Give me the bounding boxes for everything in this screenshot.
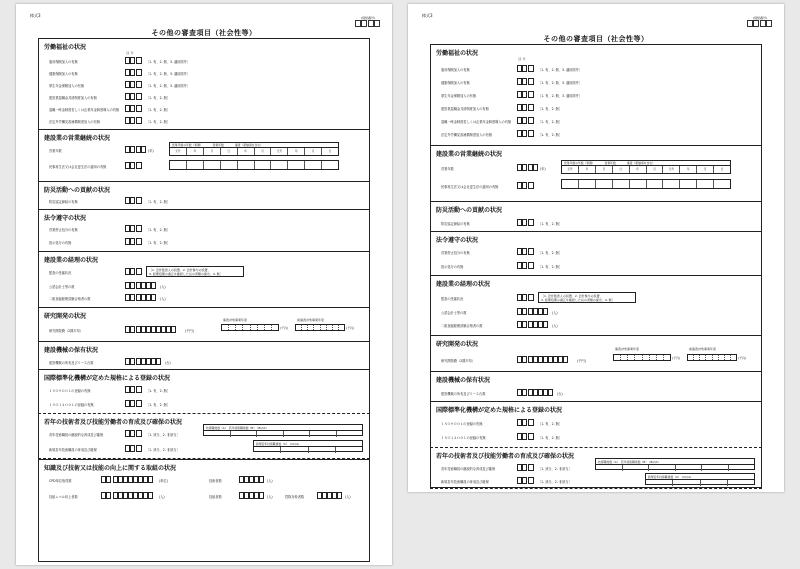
serial-number-boxes[interactable] <box>354 20 380 27</box>
code-box <box>517 477 527 484</box>
row-note: ［1. 有、2. 無］ <box>538 107 563 111</box>
code-box <box>517 419 527 426</box>
form-row <box>49 197 365 205</box>
code-box <box>125 400 135 407</box>
row-label: 新規若年技術職員の育成及び確保 <box>49 448 97 452</box>
number-box[interactable] <box>136 326 176 333</box>
code-box <box>125 81 135 88</box>
grid-unit: (千円) <box>346 326 355 330</box>
row-note: ［1. 有、2. 無、3. 適用除外］ <box>538 81 583 85</box>
row-note: ［1. 有、2. 無］ <box>538 265 563 269</box>
row-note: ［1. 有、2. 無］ <box>146 120 171 124</box>
row-unit: (人) <box>159 495 165 499</box>
section-legal-compliance <box>39 209 369 251</box>
number-box[interactable] <box>528 164 538 171</box>
row-label: 公認会計士等の数 <box>441 311 467 315</box>
section-title: 若年の技術者及び技能労働者の育成及び確保の状況 <box>436 453 575 460</box>
code-box <box>517 164 527 171</box>
code-box <box>125 282 135 289</box>
form-row <box>49 294 365 302</box>
form-row <box>49 93 365 101</box>
section-iso <box>39 369 369 413</box>
value-box[interactable] <box>136 400 142 407</box>
form-frame <box>430 44 762 488</box>
row-note: ［1. 有、2. 無］ <box>538 422 563 426</box>
value-box[interactable] <box>528 117 534 124</box>
row-unit: (人) <box>552 324 558 328</box>
section-research <box>39 307 369 341</box>
form-row <box>441 419 757 427</box>
row-label: 防災協定締結の有無 <box>441 222 470 226</box>
number-box[interactable] <box>136 294 156 301</box>
value-box[interactable] <box>528 130 534 137</box>
research-previous-year-grid[interactable] <box>295 324 345 331</box>
code-box <box>125 225 135 232</box>
row-label: 法定外労働災害補償制度加入の有無 <box>49 120 100 124</box>
grid-cells: 元号 年 月 日 年 月 元号 年 月 日 <box>562 166 730 173</box>
number-box[interactable] <box>528 356 568 363</box>
form-row <box>441 117 757 125</box>
code-box <box>125 358 135 365</box>
row-label: 雇用保険加入の有無 <box>441 68 470 72</box>
form-row <box>49 358 365 366</box>
value-box[interactable] <box>528 78 534 85</box>
serial-number-label: (別紙番号) <box>752 16 768 20</box>
document-title: その他の審査項目（社会性等） <box>543 35 649 43</box>
row-label: 営業年数 <box>49 149 62 153</box>
code-box <box>517 321 527 328</box>
value-box[interactable] <box>136 386 142 393</box>
number-box[interactable] <box>528 321 548 328</box>
form-row <box>441 308 757 316</box>
form-row <box>49 238 365 246</box>
row-note: ［1. 有、2. 無］ <box>146 241 171 245</box>
row-label: 技能レベル向上者数 <box>49 495 78 499</box>
value-box[interactable] <box>528 477 534 484</box>
code-box <box>125 238 135 245</box>
form-id: 様式3 <box>422 13 433 18</box>
number-box[interactable] <box>136 146 146 153</box>
form-row <box>49 268 365 276</box>
number-box[interactable] <box>239 492 264 499</box>
row-label: 建設機械の所有及びリース台数 <box>441 392 486 396</box>
code-box <box>125 386 135 393</box>
code-box <box>517 248 527 255</box>
code-box <box>517 294 527 301</box>
row-label: 防災協定締結の有無 <box>49 200 78 204</box>
form-row <box>49 400 365 408</box>
section-title: 国際標準化機構が定めた規格による登録の状況 <box>44 375 171 382</box>
value-box[interactable] <box>528 104 534 111</box>
table-header: 技術職員数（A） 若年技術職員数（B） (B)/(A) <box>204 425 362 431</box>
form-row <box>49 105 365 113</box>
row-label: 営業停止処分の有無 <box>441 251 470 255</box>
code-box <box>125 162 135 169</box>
code-box <box>125 105 135 112</box>
row-unit: (年) <box>540 167 546 171</box>
value-box[interactable] <box>136 225 142 232</box>
row-label: 二級登録経理試験合格者の数 <box>49 297 91 301</box>
serial-number-boxes[interactable] <box>746 20 772 27</box>
row-label: ＩＳＯ１４００１の登録の有無 <box>49 403 94 407</box>
value-box[interactable] <box>528 248 534 255</box>
row-label: 民事再生法又は会社更生法の適用の有無 <box>49 165 107 169</box>
section-accounting <box>431 275 761 335</box>
grid-unit: (千円) <box>280 326 289 330</box>
number-box[interactable] <box>239 476 264 483</box>
code-box <box>125 294 135 301</box>
row-unit: (千円) <box>185 329 194 333</box>
audit-options-note: ［1. 会計監査人の設置、2. 会計参与の設置、 3. 経理処理の適正を確認した旨の書類の提出、4. 無］ <box>538 292 636 303</box>
code-box <box>517 91 527 98</box>
table-header: 新規若年技術職員数（C） (C)/(A) <box>254 441 362 447</box>
row-label: 若年技術職員の継続的な育成及び確保 <box>441 467 496 471</box>
row-unit: (人) <box>267 495 273 499</box>
value-box[interactable] <box>136 445 142 452</box>
code-box <box>517 182 527 189</box>
grid-cells <box>170 161 338 169</box>
code-box <box>517 130 527 137</box>
section-title: 研究開発の状況 <box>44 313 87 320</box>
audit-options-note: ［1. 会計監査人の設置、2. 会計参与の設置、 3. 経理処理の適正を確認した旨の書類の提出、4. 無］ <box>146 266 244 277</box>
row-unit: (人) <box>160 297 166 301</box>
section-title: 建設業の経理の状況 <box>44 257 99 264</box>
code-box <box>125 326 135 333</box>
number-box[interactable] <box>317 492 342 499</box>
row-label: 指示処分の有無 <box>441 265 464 269</box>
row-label: 控除対象者数 <box>285 495 305 499</box>
value-box[interactable] <box>528 262 534 269</box>
form-row <box>441 78 757 86</box>
form-row <box>49 117 365 125</box>
section-labor-welfare <box>39 39 369 129</box>
row-label: 二級登録経理試験合格者の数 <box>441 324 483 328</box>
research-current-year-grid[interactable] <box>221 324 279 331</box>
grid-cells: 元号 年 月 日 年 月 元号 年 月 日 <box>170 148 338 155</box>
value-box[interactable] <box>136 238 142 245</box>
business-years-grid-2[interactable] <box>561 179 731 189</box>
row-label: 退職一時金制度若しくは企業年金制度導入の有無 <box>441 120 512 124</box>
form-row <box>49 386 365 394</box>
row-label: 法定外労働災害補償制度加入の有無 <box>441 133 492 137</box>
section-title: 研究開発の状況 <box>436 341 479 348</box>
form-row <box>49 282 365 290</box>
row-note: ［1. 有、2. 無］ <box>146 228 171 232</box>
form-row <box>441 321 757 329</box>
value-box[interactable] <box>528 433 534 440</box>
section-title: 建設業の営業継続の状況 <box>44 135 111 142</box>
row-label: ＩＳＯ１４００１の登録の有無 <box>441 436 486 440</box>
code-box <box>517 65 527 72</box>
row-unit: (人) <box>552 311 558 315</box>
grid-unit: (千円) <box>672 356 681 360</box>
row-unit: (単位) <box>159 479 168 483</box>
row-note: ［1. 有、2. 無、3. 適用除外］ <box>146 72 191 76</box>
grid-header: 営業年数の年数（和暦） 営業年数 審査（新継承を含む） <box>170 143 338 148</box>
number-box[interactable] <box>113 476 153 483</box>
row-note: ［1. 有、2. 無、3. 適用除外］ <box>538 68 583 72</box>
value-box[interactable] <box>528 419 534 426</box>
row-note: ［1. 該当、2. 非該当］ <box>146 448 180 452</box>
section-young-workers <box>38 413 370 459</box>
grid-caption: 前審査対象事業年度 <box>689 347 717 351</box>
code-box <box>517 117 527 124</box>
grid-caption: 審査対象事業年度 <box>223 318 248 322</box>
row-label: 技能者数 <box>209 495 222 499</box>
row-unit: (台) <box>557 392 563 396</box>
form-row <box>441 433 757 441</box>
section-young-workers <box>430 447 762 489</box>
section-disaster-prevention <box>431 201 761 231</box>
code-box <box>517 464 527 471</box>
section-business-continuity <box>431 145 761 201</box>
row-unit: (千円) <box>577 359 586 363</box>
form-row <box>441 130 757 138</box>
code-header: 区 分 <box>518 57 526 61</box>
row-label: 研究開発費（2期平均） <box>441 359 475 363</box>
form-row <box>49 476 365 484</box>
value-box[interactable] <box>528 91 534 98</box>
section-title: 知識及び技術又は技能の向上に関する取組の状況 <box>44 465 177 472</box>
grid-unit: (千円) <box>738 356 747 360</box>
form-row <box>441 389 757 397</box>
row-label: 公認会計士等の数 <box>49 285 75 289</box>
row-label: 監査の受審状況 <box>441 297 464 301</box>
table-header: 技術職員数（A） 若年技術職員数（B） (B)/(A) <box>596 459 754 465</box>
row-note: ［1. 有、2. 無、3. 適用除外］ <box>146 60 191 64</box>
code-box <box>517 356 527 363</box>
section-disaster-prevention <box>39 181 369 209</box>
row-label: 退職一時金制度若しくは企業年金制度導入の有無 <box>49 108 120 112</box>
code-box <box>517 219 527 226</box>
form-row <box>441 91 757 99</box>
number-box[interactable] <box>528 308 548 315</box>
form-row <box>441 262 757 270</box>
row-unit: (台) <box>165 361 171 365</box>
form-row <box>49 492 365 500</box>
number-box[interactable] <box>528 389 553 396</box>
form-id: 様式3 <box>30 13 41 18</box>
section-title: 法令遵守の状況 <box>44 215 87 222</box>
row-label: 建設機械の所有及びリース台数 <box>49 361 94 365</box>
table-header: 新規若年技術職員数（C） (C)/(A) <box>646 474 754 480</box>
grid-caption: 審査対象事業年度 <box>615 347 640 351</box>
row-note: ［1. 有、2. 無］ <box>538 222 563 226</box>
row-note: ［1. 有、2. 無］ <box>146 108 171 112</box>
grid-header: 営業年数の年数（和暦） 営業年数 審査（新継承を含む） <box>562 161 730 166</box>
section-title: 防災活動への貢献の状況 <box>44 187 111 194</box>
code-box <box>125 445 135 452</box>
row-note: ［1. 有、2. 無］ <box>538 120 563 124</box>
code-box <box>125 268 135 275</box>
document-title: その他の審査項目（社会性等） <box>151 29 257 37</box>
row-label: ＩＳＯ９００１の登録の有無 <box>441 422 483 426</box>
section-title: 建設機械の保有状況 <box>44 347 99 354</box>
code-box <box>517 78 527 85</box>
section-iso <box>431 401 761 447</box>
section-machinery <box>39 341 369 369</box>
value-box[interactable] <box>528 464 534 471</box>
section-business-continuity <box>39 129 369 181</box>
code-box <box>517 262 527 269</box>
code-box <box>125 117 135 124</box>
grid-cells <box>562 180 730 188</box>
row-note: ［1. 有、2. 無］ <box>146 200 171 204</box>
value-box[interactable] <box>136 105 142 112</box>
row-note: ［1. 該当、2. 非該当］ <box>146 433 180 437</box>
business-years-grid[interactable] <box>561 160 731 174</box>
section-title: 労働福祉の状況 <box>44 44 87 51</box>
value-box[interactable] <box>528 65 534 72</box>
row-note: ［1. 有、2. 無］ <box>538 436 563 440</box>
value-box[interactable] <box>136 93 142 100</box>
code-box <box>125 146 135 153</box>
form-row <box>441 294 757 302</box>
section-title: 若年の技術者及び技能労働者の育成及び確保の状況 <box>44 419 183 426</box>
value-box[interactable] <box>136 268 142 275</box>
code-box <box>125 69 135 76</box>
young-staff-table[interactable] <box>595 458 755 470</box>
value-box[interactable] <box>136 197 142 204</box>
form-row <box>441 104 757 112</box>
code-box <box>125 430 135 437</box>
form-row <box>441 248 757 256</box>
row-label: 民事再生法又は会社更生法の適用の有無 <box>441 185 499 189</box>
value-box[interactable] <box>136 430 142 437</box>
row-label: 技術者数 <box>209 479 222 483</box>
section-accounting <box>39 251 369 307</box>
section-legal-compliance <box>431 231 761 275</box>
row-label: 指示処分の有無 <box>49 241 72 245</box>
row-label: 健康保険加入の有無 <box>49 72 78 76</box>
new-young-staff-table[interactable] <box>253 440 363 452</box>
row-label: 監査の受審状況 <box>49 271 72 275</box>
value-box[interactable] <box>136 57 142 64</box>
row-label: 厚生年金保険加入の有無 <box>49 84 85 88</box>
form-row <box>49 225 365 233</box>
value-box[interactable] <box>528 219 534 226</box>
section-title: 防災活動への貢献の状況 <box>436 207 503 214</box>
row-label: 新規若年技術職員の育成及び確保 <box>441 480 489 484</box>
section-research <box>431 335 761 371</box>
code-box <box>125 57 135 64</box>
section-title: 建設機械の保有状況 <box>436 377 491 384</box>
code-box <box>517 433 527 440</box>
section-title: 国際標準化機構が定めた規格による登録の状況 <box>436 407 563 414</box>
row-note: ［1. 有、2. 無］ <box>146 389 171 393</box>
serial-number-label: (別紙番号) <box>360 16 376 20</box>
row-note: ［1. 有、2. 無］ <box>146 403 171 407</box>
value-box[interactable] <box>528 294 534 301</box>
value-box[interactable] <box>136 162 142 169</box>
business-years-grid[interactable] <box>169 142 339 156</box>
form-page-left <box>16 4 392 565</box>
row-note: ［1. 有、2. 無、3. 適用除外］ <box>146 84 191 88</box>
row-unit: (年) <box>148 149 154 153</box>
section-skill-improvement <box>39 459 369 563</box>
grid-caption: 前審査対象事業年度 <box>297 318 325 322</box>
row-note: ［1. 有、2. 無］ <box>538 251 563 255</box>
code-box <box>517 104 527 111</box>
row-label: 営業年数 <box>441 167 454 171</box>
row-note: ［1. 該当、2. 非該当］ <box>538 480 572 484</box>
form-row <box>49 69 365 77</box>
value-box[interactable] <box>136 69 142 76</box>
code-box <box>125 93 135 100</box>
code-box <box>125 197 135 204</box>
form-page-right <box>408 4 784 492</box>
research-previous-year-grid[interactable] <box>687 354 737 361</box>
row-label: 健康保険加入の有無 <box>441 81 470 85</box>
number-box[interactable] <box>136 282 156 289</box>
row-unit: (人) <box>267 479 273 483</box>
row-note: ［1. 有、2. 無］ <box>146 96 171 100</box>
form-row <box>441 65 757 73</box>
row-label: ＩＳＯ９００１の登録の有無 <box>49 389 91 393</box>
value-box[interactable] <box>136 81 142 88</box>
section-title: 建設業の営業継続の状況 <box>436 151 503 158</box>
row-unit: (人) <box>345 495 351 499</box>
code-box <box>517 389 527 396</box>
young-staff-table[interactable] <box>203 424 363 436</box>
number-box[interactable] <box>113 492 153 499</box>
row-unit: (人) <box>160 285 166 289</box>
section-title: 建設業の経理の状況 <box>436 281 491 288</box>
form-row <box>441 219 757 227</box>
row-note: ［1. 該当、2. 非該当］ <box>538 467 572 471</box>
row-label: 若年技術職員の継続的な育成及び確保 <box>49 433 104 437</box>
section-labor-welfare <box>431 45 761 145</box>
row-note: ［1. 有、2. 無］ <box>538 133 563 137</box>
row-label: CPD単位取得数 <box>49 479 72 483</box>
row-note: ［1. 有、2. 無、3. 適用除外］ <box>538 94 583 98</box>
section-machinery <box>431 371 761 401</box>
section-title: 労働福祉の状況 <box>436 50 479 57</box>
row-label: 厚生年金保険加入の有無 <box>441 94 477 98</box>
code-box <box>101 492 111 499</box>
row-label: 建設業退職金共済制度加入の有無 <box>49 96 97 100</box>
number-box[interactable] <box>136 358 161 365</box>
row-label: 研究開発費（2期平均） <box>49 329 83 333</box>
value-box[interactable] <box>528 182 534 189</box>
code-box <box>517 308 527 315</box>
code-header: 区 分 <box>126 51 134 55</box>
row-label: 雇用保険加入の有無 <box>49 60 78 64</box>
value-box[interactable] <box>136 117 142 124</box>
row-label: 建設業退職金共済制度加入の有無 <box>441 107 489 111</box>
form-frame <box>38 38 370 562</box>
code-box <box>101 476 111 483</box>
form-row <box>49 57 365 65</box>
business-years-grid-2[interactable] <box>169 160 339 170</box>
new-young-staff-table[interactable] <box>645 473 755 485</box>
form-row <box>49 81 365 89</box>
research-current-year-grid[interactable] <box>613 354 671 361</box>
row-label: 営業停止処分の有無 <box>49 228 78 232</box>
section-title: 法令遵守の状況 <box>436 237 479 244</box>
